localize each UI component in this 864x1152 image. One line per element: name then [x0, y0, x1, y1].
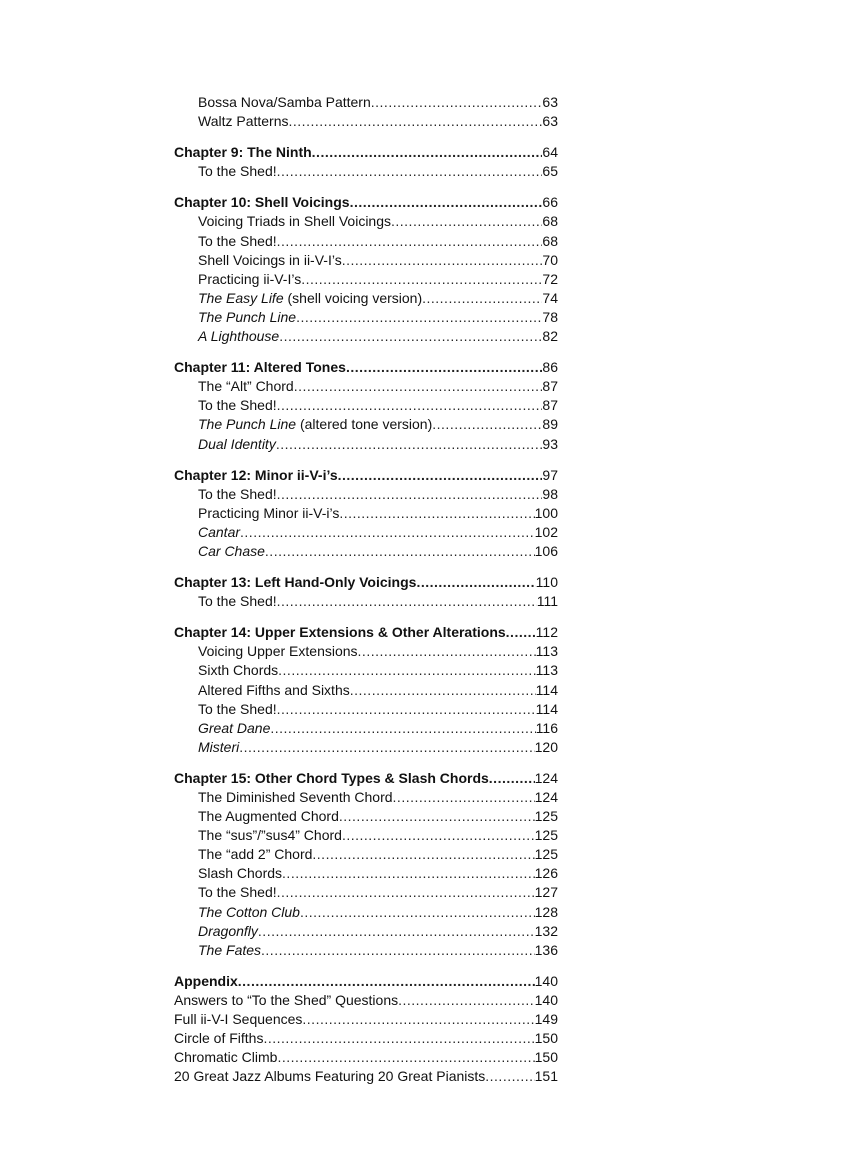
dot-leader — [240, 523, 535, 542]
toc-title-text: To the Shed! — [198, 884, 277, 901]
toc-entry — [174, 435, 558, 454]
dot-leader — [277, 485, 543, 504]
toc-title-text: Chapter 11: Altered Tones — [174, 359, 346, 376]
toc-page-number: 98 — [542, 485, 558, 502]
toc-entry-title — [174, 466, 338, 485]
toc-page-number: 126 — [534, 865, 558, 882]
dot-leader — [342, 251, 543, 270]
toc-page-number: 125 — [534, 846, 558, 863]
toc-entry-title — [198, 270, 301, 289]
dot-leader — [300, 903, 535, 922]
toc-entry — [174, 1048, 558, 1067]
toc-entry — [174, 681, 558, 700]
toc-entry — [174, 232, 558, 251]
toc-page-number: 116 — [535, 719, 558, 736]
dot-leader — [261, 941, 535, 960]
toc-chapter-entry — [174, 769, 558, 788]
dot-leader — [277, 162, 543, 181]
toc-entry-title — [198, 415, 432, 434]
dot-leader — [277, 592, 537, 611]
toc-entry-title — [198, 661, 278, 680]
toc-entry — [174, 289, 558, 308]
toc-entry-title — [198, 396, 277, 415]
dot-leader — [239, 738, 534, 757]
toc-entry-title — [198, 719, 270, 738]
toc-chapter-entry — [174, 466, 558, 485]
toc-entry — [174, 592, 558, 611]
toc-page-number: 132 — [534, 922, 558, 939]
toc-page-number: 65 — [542, 163, 558, 180]
toc-entry — [174, 504, 558, 523]
toc-entry — [174, 327, 558, 346]
toc-title-text: To the Shed! — [198, 593, 277, 610]
toc-title-text: Chapter 12: Minor ii-V-i’s — [174, 466, 338, 483]
toc-entry-title — [198, 435, 276, 454]
toc-title-text: Circle of Fifths — [174, 1030, 264, 1047]
toc-song-title: Dual Identity — [198, 435, 276, 452]
toc-entry — [174, 700, 558, 719]
toc-entry — [174, 396, 558, 415]
toc-entry-title — [174, 193, 350, 212]
toc-page-number: 63 — [542, 113, 558, 130]
toc-title-text: The “sus”/”sus4” Chord — [198, 827, 342, 844]
dot-leader — [358, 642, 536, 661]
toc-entry — [174, 903, 558, 922]
toc-entry-title — [198, 903, 300, 922]
toc-entry-title — [198, 922, 258, 941]
toc-entry — [174, 991, 558, 1010]
toc-page-number: 68 — [542, 232, 558, 249]
toc-entry-title — [174, 972, 238, 991]
toc-page-number: 110 — [535, 574, 558, 591]
toc-entry — [174, 941, 558, 960]
toc-entry — [174, 162, 558, 181]
toc-title-text: To the Shed! — [198, 397, 277, 414]
toc-title-text: Voicing Upper Extensions — [198, 643, 358, 660]
toc-page-number: 120 — [534, 738, 558, 755]
toc-page-number: 102 — [534, 523, 558, 540]
toc-title-text: Altered Fifths and Sixths — [198, 681, 350, 698]
toc-title-text: Voicing Triads in Shell Voicings — [198, 213, 391, 230]
toc-song-title: A Lighthouse — [198, 328, 280, 345]
dot-leader — [279, 327, 542, 346]
toc-entry — [174, 377, 558, 396]
toc-title-text: The Diminished Seventh Chord — [198, 789, 393, 805]
toc-title-text: (shell voicing version) — [283, 289, 423, 306]
table-of-contents — [174, 93, 558, 1086]
toc-title-text: Practicing Minor ii-V-i’s — [198, 504, 340, 521]
toc-entry — [174, 661, 558, 680]
toc-entry-title — [174, 358, 346, 377]
toc-page-number: 87 — [542, 378, 558, 395]
toc-title-text: 20 Great Jazz Albums Featuring 20 Great Pianists — [174, 1068, 486, 1085]
dot-leader — [282, 864, 535, 883]
toc-song-title: Great Dane — [198, 719, 271, 736]
dot-leader — [278, 661, 536, 680]
toc-entry-title — [198, 289, 422, 308]
toc-chapter-entry — [174, 358, 558, 377]
toc-page-number: 150 — [534, 1049, 558, 1066]
toc-song-title: The Punch Line — [198, 308, 297, 325]
toc-entry-title — [198, 845, 312, 864]
toc-entry — [174, 93, 558, 112]
dot-leader — [301, 270, 542, 289]
toc-song-title: The Punch Line — [198, 416, 297, 433]
toc-entry — [174, 1029, 558, 1048]
toc-entry-title — [198, 681, 350, 700]
toc-entry — [174, 826, 558, 845]
toc-title-text: Chapter 15: Other Chord Types & Slash Chords — [174, 769, 489, 786]
dot-leader — [371, 93, 543, 112]
toc-entry-title — [198, 162, 277, 181]
dot-leader — [342, 826, 535, 845]
toc-song-title: Misteri — [198, 738, 240, 755]
toc-chapter-entry — [174, 623, 558, 642]
toc-entry — [174, 1067, 558, 1086]
toc-song-title: The Cotton Club — [198, 903, 300, 920]
dot-leader — [350, 193, 543, 212]
toc-title-text: Slash Chords — [198, 865, 283, 882]
toc-entry-title — [198, 642, 358, 661]
dot-leader — [312, 143, 543, 162]
dot-leader — [238, 972, 535, 991]
toc-entry-title — [198, 542, 265, 561]
toc-entry-title — [198, 485, 277, 504]
toc-entry-title — [198, 788, 393, 807]
dot-leader — [506, 623, 536, 642]
toc-song-title: Cantar — [198, 523, 241, 540]
dot-leader — [294, 377, 543, 396]
toc-entry-title — [174, 769, 489, 788]
toc-page-number: 86 — [542, 359, 558, 376]
toc-title-text: The “add 2” Chord — [198, 846, 313, 863]
toc-page-number: 140 — [534, 991, 558, 1008]
dot-leader — [350, 681, 536, 700]
toc-entry — [174, 523, 558, 542]
toc-page-number: 66 — [542, 194, 558, 211]
toc-entry — [174, 308, 558, 327]
toc-page-number: 125 — [534, 808, 558, 825]
toc-entry-title — [174, 1048, 277, 1067]
dot-leader — [416, 573, 535, 592]
toc-entry-title — [198, 504, 339, 523]
dot-leader — [398, 991, 535, 1010]
dot-leader — [422, 289, 542, 308]
toc-entry-title — [198, 864, 282, 883]
toc-entry-title — [198, 93, 371, 112]
toc-title-text: Sixth Chords — [198, 662, 279, 679]
toc-page-number: 78 — [542, 308, 558, 325]
toc-entry — [174, 883, 558, 902]
toc-entry-title — [198, 738, 239, 757]
toc-entry — [174, 112, 558, 131]
toc-title-text: Chapter 14: Upper Extensions & Other Alterations — [174, 624, 506, 641]
dot-leader — [265, 542, 535, 561]
toc-title-text: Answers to “To the Shed” Questions — [174, 991, 399, 1008]
toc-page-number: 151 — [534, 1068, 558, 1085]
dot-leader — [485, 1067, 534, 1086]
toc-page-number: 106 — [534, 542, 558, 559]
toc-page-number: 124 — [534, 769, 558, 786]
toc-chapter-entry — [174, 972, 558, 991]
toc-title-text: Chapter 9: The Ninth — [174, 144, 312, 161]
dot-leader — [276, 435, 543, 454]
toc-entry — [174, 415, 558, 434]
toc-title-text: (altered tone version) — [296, 416, 433, 433]
toc-title-text: To the Shed! — [198, 232, 277, 249]
toc-entry-title — [174, 573, 416, 592]
toc-entry — [174, 251, 558, 270]
toc-chapter-entry — [174, 573, 558, 592]
dot-leader — [270, 719, 535, 738]
toc-entry-title — [198, 377, 294, 396]
toc-page-number: 114 — [535, 681, 558, 698]
toc-song-title: Car Chase — [198, 542, 265, 559]
toc-entry — [174, 642, 558, 661]
toc-entry — [174, 788, 558, 807]
toc-title-text: The “Alt” Chord — [198, 378, 294, 395]
dot-leader — [489, 769, 535, 788]
dot-leader — [346, 358, 542, 377]
toc-page-number: 68 — [542, 213, 558, 230]
toc-title-text: Full ii-V-I Sequences — [174, 1011, 303, 1028]
toc-entry-title — [174, 143, 312, 162]
dot-leader — [277, 396, 543, 415]
toc-title-text: Appendix — [174, 972, 238, 989]
toc-page-number: 97 — [542, 466, 558, 483]
toc-entry-title — [198, 592, 277, 611]
toc-page-number: 128 — [534, 903, 558, 920]
toc-entry-title — [198, 308, 296, 327]
dot-leader — [277, 700, 536, 719]
toc-page-number: 64 — [542, 144, 558, 161]
toc-page-number: 82 — [542, 328, 558, 345]
toc-entry — [174, 212, 558, 231]
toc-page-number: 114 — [535, 700, 558, 717]
dot-leader — [258, 922, 535, 941]
toc-page-number: 113 — [535, 662, 558, 679]
toc-entry-title — [198, 826, 342, 845]
toc-entry-title — [198, 807, 339, 826]
toc-entry — [174, 485, 558, 504]
toc-entry-title — [198, 883, 277, 902]
toc-page-number: 111 — [536, 593, 558, 610]
toc-title-text: To the Shed! — [198, 163, 277, 180]
dot-leader — [391, 212, 542, 231]
dot-leader — [277, 883, 535, 902]
toc-entry — [174, 1010, 558, 1029]
toc-page-number: 74 — [542, 289, 558, 306]
toc-page-number: 124 — [534, 789, 558, 805]
toc-title-text: Shell Voicings in ii-V-I’s — [198, 251, 342, 268]
toc-title-text: Waltz Patterns — [198, 113, 289, 130]
toc-title-text: Chapter 13: Left Hand-Only Voicings — [174, 574, 417, 591]
toc-chapter-entry — [174, 143, 558, 162]
toc-page-number: 70 — [542, 251, 558, 268]
dot-leader — [432, 415, 542, 434]
toc-page-number: 87 — [542, 397, 558, 414]
toc-entry-title — [198, 700, 277, 719]
toc-entry-title — [174, 991, 398, 1010]
toc-entry-title — [198, 327, 279, 346]
toc-entry-title — [198, 232, 277, 251]
toc-title-text: The Augmented Chord — [198, 808, 339, 825]
dot-leader — [263, 1029, 534, 1048]
toc-song-title: The Easy Life — [198, 289, 284, 306]
toc-song-title: Dragonfly — [198, 922, 258, 939]
toc-entry — [174, 864, 558, 883]
dot-leader — [277, 1048, 534, 1067]
toc-entry — [174, 270, 558, 289]
toc-song-title: The Fates — [198, 941, 262, 958]
toc-page-number: 72 — [542, 270, 558, 287]
toc-entry — [174, 542, 558, 561]
toc-entry-title — [198, 212, 391, 231]
toc-chapter-entry — [174, 193, 558, 212]
toc-page-number: 93 — [542, 435, 558, 452]
toc-page-number: 136 — [534, 941, 558, 958]
dot-leader — [339, 504, 534, 523]
toc-title-text: Practicing ii-V-I’s — [198, 270, 302, 287]
toc-entry — [174, 845, 558, 864]
dot-leader — [393, 788, 535, 807]
dot-leader — [277, 232, 543, 251]
dot-leader — [338, 466, 543, 485]
dot-leader — [302, 1010, 534, 1029]
dot-leader — [339, 807, 535, 826]
toc-page-number: 100 — [534, 504, 558, 521]
toc-entry-title — [174, 1010, 302, 1029]
toc-page-number: 89 — [542, 416, 558, 433]
toc-entry — [174, 922, 558, 941]
toc-entry — [174, 807, 558, 826]
toc-entry-title — [198, 941, 261, 960]
toc-entry — [174, 738, 558, 757]
toc-page-number: 150 — [534, 1030, 558, 1047]
toc-page-number: 112 — [535, 624, 558, 641]
toc-entry-title — [174, 1029, 263, 1048]
toc-title-text: Chromatic Climb — [174, 1049, 278, 1066]
toc-page-number: 125 — [534, 827, 558, 844]
toc-entry-title — [198, 112, 289, 131]
toc-page-number: 113 — [535, 643, 558, 660]
toc-entry-title — [174, 623, 506, 642]
toc-title-text: Bossa Nova/Samba Pattern — [198, 94, 371, 110]
toc-entry-title — [174, 1067, 485, 1086]
toc-page-number: 63 — [542, 94, 558, 110]
toc-title-text: To the Shed! — [198, 700, 277, 717]
toc-entry — [174, 719, 558, 738]
toc-page-number: 127 — [534, 884, 558, 901]
toc-entry-title — [198, 251, 342, 270]
dot-leader — [296, 308, 542, 327]
toc-title-text: Chapter 10: Shell Voicings — [174, 194, 350, 211]
dot-leader — [289, 112, 543, 131]
toc-page-number: 149 — [534, 1011, 558, 1028]
toc-entry-title — [198, 523, 240, 542]
dot-leader — [312, 845, 534, 864]
toc-page-number: 140 — [534, 972, 558, 989]
toc-title-text: To the Shed! — [198, 485, 277, 502]
